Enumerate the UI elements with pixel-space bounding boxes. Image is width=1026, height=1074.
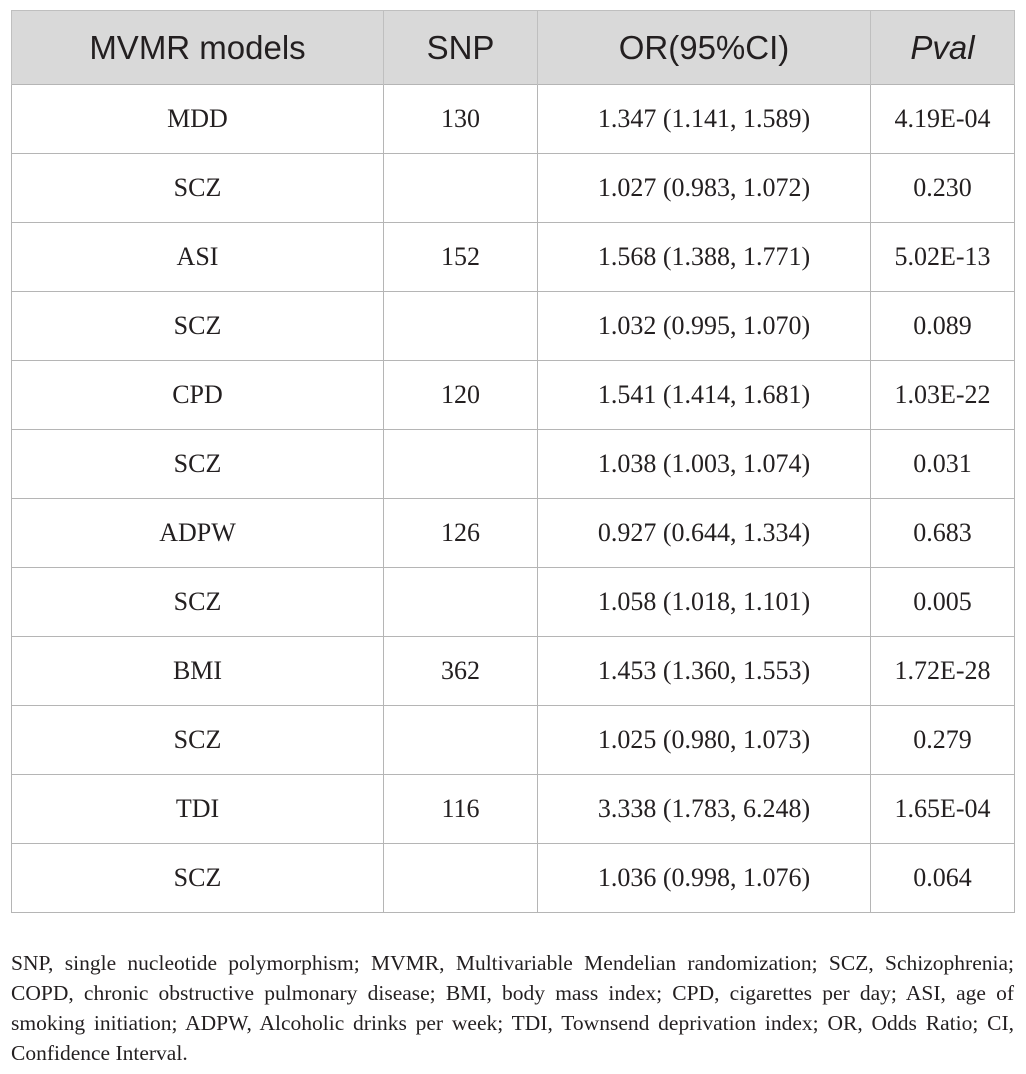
cell-model: SCZ — [12, 154, 384, 223]
results-table-container — [11, 10, 1014, 913]
header-mvmr-models: MVMR models — [12, 11, 384, 85]
cell-model: SCZ — [12, 568, 384, 637]
cell-snp: 152 — [384, 223, 538, 292]
cell-model: MDD — [12, 85, 384, 154]
table-footnote: SNP, single nucleotide polymorphism; MVMR, Multivariable Mendelian randomization; SCZ, Schizophrenia; COPD, chronic obstructive pulmonary disease; BMI, body mass index; CPD, cigarettes per day; ASI, age of smoking initiation; ADPW, Alcoholic drinks per week; TDI, Townsend deprivation index; OR, Odds Ratio; CI, Confidence Interval. — [11, 950, 1014, 1065]
table-row — [12, 223, 1015, 292]
cell-snp — [384, 430, 538, 499]
cell-or-ci: 1.025 (0.980, 1.073) — [538, 706, 871, 775]
table-row — [12, 361, 1015, 430]
cell-pval: 5.02E-13 — [871, 223, 1015, 292]
cell-snp: 120 — [384, 361, 538, 430]
cell-snp — [384, 154, 538, 223]
cell-or-ci: 1.032 (0.995, 1.070) — [538, 292, 871, 361]
cell-pval: 1.72E-28 — [871, 637, 1015, 706]
cell-snp: 126 — [384, 499, 538, 568]
table-header — [12, 11, 1015, 85]
cell-pval: 0.230 — [871, 154, 1015, 223]
cell-model: SCZ — [12, 292, 384, 361]
table-row — [12, 292, 1015, 361]
cell-pval: 0.683 — [871, 499, 1015, 568]
cell-snp — [384, 844, 538, 913]
cell-or-ci: 1.058 (1.018, 1.101) — [538, 568, 871, 637]
cell-or-ci: 1.036 (0.998, 1.076) — [538, 844, 871, 913]
cell-or-ci: 1.038 (1.003, 1.074) — [538, 430, 871, 499]
table-body — [12, 85, 1015, 913]
cell-or-ci: 1.541 (1.414, 1.681) — [538, 361, 871, 430]
cell-pval: 0.031 — [871, 430, 1015, 499]
cell-pval: 4.19E-04 — [871, 85, 1015, 154]
table-row — [12, 154, 1015, 223]
cell-model: SCZ — [12, 844, 384, 913]
header-row — [12, 11, 1015, 85]
table-row — [12, 706, 1015, 775]
cell-model: ASI — [12, 223, 384, 292]
cell-model: BMI — [12, 637, 384, 706]
cell-or-ci: 1.347 (1.141, 1.589) — [538, 85, 871, 154]
cell-model: TDI — [12, 775, 384, 844]
cell-model: ADPW — [12, 499, 384, 568]
cell-model: CPD — [12, 361, 384, 430]
cell-or-ci: 1.568 (1.388, 1.771) — [538, 223, 871, 292]
cell-pval: 0.005 — [871, 568, 1015, 637]
table-row — [12, 499, 1015, 568]
cell-model: SCZ — [12, 430, 384, 499]
cell-snp: 116 — [384, 775, 538, 844]
table-row — [12, 568, 1015, 637]
cell-snp — [384, 292, 538, 361]
table-row — [12, 430, 1015, 499]
table-row — [12, 844, 1015, 913]
table-row — [12, 775, 1015, 844]
table-row — [12, 85, 1015, 154]
mvmr-results-table — [11, 10, 1015, 913]
cell-or-ci: 1.027 (0.983, 1.072) — [538, 154, 871, 223]
header-pval: Pval — [871, 11, 1015, 85]
cell-pval: 1.65E-04 — [871, 775, 1015, 844]
cell-pval: 0.279 — [871, 706, 1015, 775]
header-snp: SNP — [384, 11, 538, 85]
cell-or-ci: 3.338 (1.783, 6.248) — [538, 775, 871, 844]
cell-or-ci: 1.453 (1.360, 1.553) — [538, 637, 871, 706]
cell-pval: 1.03E-22 — [871, 361, 1015, 430]
cell-snp: 130 — [384, 85, 538, 154]
cell-snp: 362 — [384, 637, 538, 706]
cell-model: SCZ — [12, 706, 384, 775]
table-row — [12, 637, 1015, 706]
header-or-ci: OR(95%CI) — [538, 11, 871, 85]
cell-pval: 0.089 — [871, 292, 1015, 361]
cell-snp — [384, 568, 538, 637]
cell-or-ci: 0.927 (0.644, 1.334) — [538, 499, 871, 568]
cell-pval: 0.064 — [871, 844, 1015, 913]
cell-snp — [384, 706, 538, 775]
